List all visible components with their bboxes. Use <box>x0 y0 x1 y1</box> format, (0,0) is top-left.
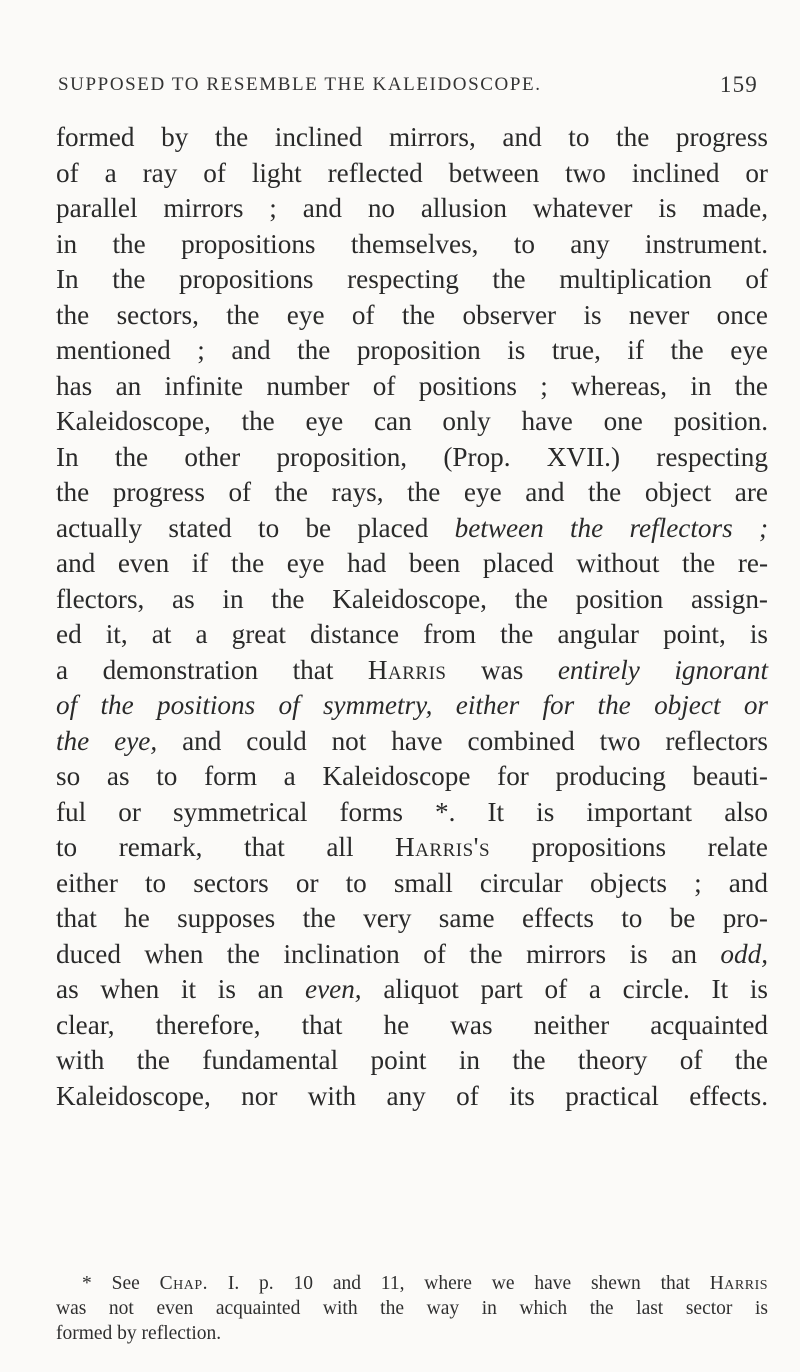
text-line: Kaleidoscope, nor with any of its practical effects. <box>56 1080 768 1111</box>
author-name: Harris's <box>395 832 491 862</box>
text-line: has an infinite number of positions ; whereas, in the <box>56 370 768 401</box>
author-name: Harris <box>367 654 447 685</box>
text-line: and even if the eye had been placed without the re- <box>56 548 768 578</box>
footnote <box>56 1271 768 1346</box>
text-line <box>56 937 768 973</box>
text-line <box>56 688 768 724</box>
text-line: that he supposes the very same effects to be pro- <box>56 903 768 933</box>
text-segment: as when it is an <box>56 974 284 1004</box>
text-segment: propositions relate <box>531 832 768 862</box>
text-line: parallel mirrors ; and no allusion whatever is made, <box>56 193 768 223</box>
text-line: Kaleidoscope, the eye can only have one position. <box>56 406 768 436</box>
page-header <box>58 74 758 114</box>
text-line: ed it, at a great distance from the angular point, is <box>56 619 768 649</box>
emphasis: entirely ignorant <box>557 654 769 685</box>
text-line: flectors, as in the Kaleidoscope, the position assign- <box>56 583 768 614</box>
text-segment: and could not have combined two reflectors <box>182 725 768 756</box>
author-name: Harris <box>709 1273 769 1294</box>
text-line: in the propositions themselves, to any instrument. <box>56 228 768 259</box>
text-line: of a ray of light reflected between two inclined or <box>56 157 768 188</box>
footnote-line: was not even acquainted with the way in which the last sector is <box>56 1298 768 1319</box>
emphasis: between the reflectors ; <box>454 512 768 543</box>
text-segment: duced when the inclination of the mirrors is an <box>56 938 697 969</box>
text-segment: I. p. 10 and 11, where we have shewn that <box>227 1273 690 1294</box>
text-line: ful or symmetrical forms *. It is important also <box>56 796 768 827</box>
text-line: with the fundamental point in the theory of the <box>56 1045 768 1075</box>
text-line: clear, therefore, that he was neither acquainted <box>56 1009 768 1040</box>
text-line <box>56 724 768 760</box>
emphasis: the eye, <box>56 725 158 756</box>
running-head: SUPPOSED TO RESEMBLE THE KALEIDOSCOPE. <box>58 74 542 95</box>
text-line <box>56 653 768 689</box>
text-segment: to remark, that all <box>56 832 354 862</box>
emphasis: of the positions of symmetry, either for the object or <box>56 690 768 720</box>
emphasis: odd, <box>720 938 768 969</box>
text-line: formed by the inclined mirrors, and to the progress <box>56 122 768 152</box>
page-number: 159 <box>719 72 758 97</box>
text-line: either to sectors or to small circular objects ; and <box>56 867 768 898</box>
text-segment: aliquot part of a circle. It is <box>383 974 768 1004</box>
text-line: In the propositions respecting the multiplication of <box>56 264 768 294</box>
text-segment: a demonstration that <box>56 654 334 685</box>
footnote-marker: * <box>82 1273 92 1294</box>
footnote-line <box>56 1271 768 1296</box>
text-line <box>56 511 768 547</box>
text-line: the sectors, the eye of the observer is never once <box>56 299 768 330</box>
text-line: In the other proposition, (Prop. XVII.) respecting <box>56 441 768 472</box>
text-line: the progress of the rays, the eye and the object are <box>56 477 768 507</box>
body-text <box>56 120 768 1114</box>
text-line: so as to form a Kaleidoscope for producing beauti- <box>56 761 768 791</box>
text-line: mentioned ; and the proposition is true, if the eye <box>56 335 768 365</box>
text-segment: was <box>481 654 524 685</box>
text-line <box>56 972 768 1008</box>
chapter-ref: Chap. <box>159 1273 208 1294</box>
text-segment: actually stated to be placed <box>56 512 429 543</box>
footnote-line: formed by reflection. <box>56 1323 222 1344</box>
text-segment: See <box>111 1273 140 1294</box>
emphasis: even, <box>305 974 362 1004</box>
text-line <box>56 830 768 866</box>
